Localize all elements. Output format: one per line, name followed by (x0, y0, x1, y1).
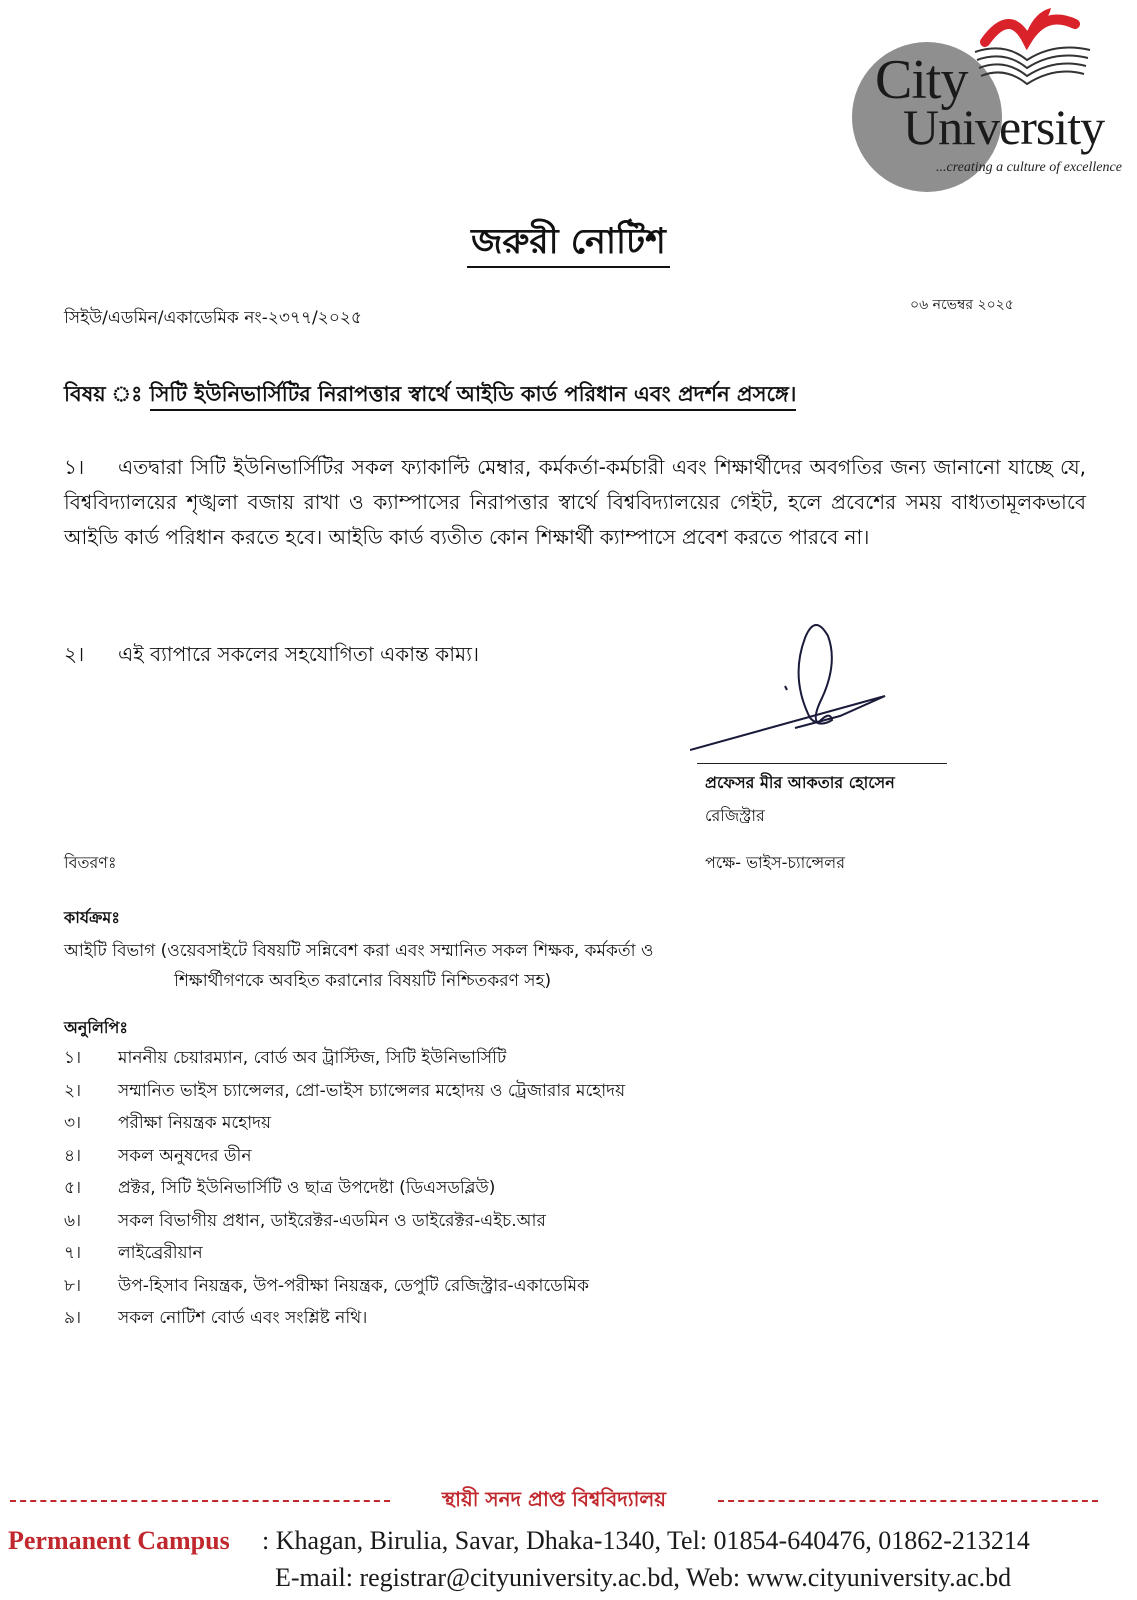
paragraph-1 (64, 450, 1086, 555)
cc-item: ৩। পরীক্ষা নিয়ন্ত্রক মহোদয় (64, 1113, 272, 1133)
logo-book-icon (965, 2, 1100, 92)
signature (690, 618, 940, 758)
cc-item: ২। সম্মানিত ভাইস চ্যান্সেলর, প্রো-ভাইস চ্যান্সেলর মহোদয় ও ট্রেজারার মহোদয় (64, 1080, 626, 1101)
cc-list (64, 1042, 625, 1335)
notice-date: ০৬ নভেম্বর ২০২৫ (910, 297, 1014, 313)
campus-label: Permanent Campus (8, 1526, 230, 1555)
footer-divider-left (10, 1500, 390, 1502)
paragraph-2-number: ২। (64, 642, 85, 666)
paragraph-2 (64, 640, 479, 673)
cc-item: ১। মাননীয় চেয়ারম্যান, বোর্ড অব ট্রাস্টিজ, সিটি ইউনিভার্সিটি (64, 1048, 507, 1068)
subject-text: সিটি ইউনিভার্সিটির নিরাপত্তার স্বার্থে আইডি কার্ড পরিধান এবং প্রদর্শন প্রসঙ্গে। (150, 382, 797, 411)
cc-item: ৬। সকল বিভাগীয় প্রধান, ডাইরেক্টর-এডমিন ও ডাইরেক্টর-এইচ.আর (64, 1210, 546, 1231)
signatory-name: প্রফেসর মীর আকতার হোসেন (705, 773, 895, 792)
logo-tagline: ...creating a culture of excellence (936, 160, 1122, 175)
subject-label: বিষয় ঃ (64, 382, 143, 406)
footer-divider-right (718, 1500, 1098, 1502)
action-label: কার্যক্রমঃ (64, 908, 120, 927)
reference-number: সিইউ/এডমিন/একাডেমিক নং-২৩৭৭/২০২৫ (64, 308, 362, 328)
distribution-label: বিতরণঃ (64, 853, 117, 872)
cc-item: ৭। লাইব্রেরীয়ান (64, 1243, 203, 1263)
campus-address: : Khagan, Birulia, Savar, Dhaka-1340, Tel: 01854-640476, 01862-213214 (262, 1526, 1030, 1555)
subject-line (64, 378, 796, 413)
paragraph-2-text: এই ব্যাপারে সকলের সহযোগিতা একান্ত কাম্য। (118, 642, 480, 666)
paragraph-1-text: এতদ্বারা সিটি ইউনিভার্সিটির সকল ফ্যাকাল্টি মেম্বার, কর্মকর্তা-কর্মচারী এবং শিক্ষার্থীদের অবগতির জন্য জানানো যাচ্ছে যে, বিশ্ববিদ্যালয়ের শৃঙ্খলা বজায় রাখা ও ক্যাম্পাসের নিরাপত্তার স্বার্থে বিশ্ববিদ্যালয়ের গেইট, হলে প্রবেশের সময় বাধ্যতামূলকভাবে আইডি কার্ড পরিধান করতে হবে। আইডি কার্ড ব্যতীত কোন শিক্ষার্থী ক্যাম্পাসে প্রবেশ করতে পারবে না। (64, 455, 1086, 549)
cc-item: ৯। সকল নোটিশ বোর্ড এবং সংশ্লিষ্ট নথি। (64, 1308, 368, 1328)
signatory-designation: রেজিস্ট্রার (705, 806, 765, 825)
paragraph-1-number: ১। (64, 455, 85, 479)
logo-text-city: City (875, 49, 968, 111)
cc-item: ৪। সকল অনুষদের ডীন (64, 1145, 252, 1166)
action-text (64, 936, 864, 996)
contact-info: E-mail: registrar@cityuniversity.ac.bd, Web: www.cityuniversity.ac.bd (275, 1563, 1012, 1592)
cc-label: অনুলিপিঃ (64, 1018, 128, 1037)
footer-banner: স্থায়ী সনদ প্রাপ্ত বিশ্ববিদ্যালয় (441, 1487, 667, 1511)
logo-text-university: University (903, 99, 1105, 155)
signature-line (697, 763, 947, 764)
cc-item: ৫। প্রক্টর, সিটি ইউনিভার্সিটি ও ছাত্র উপদেষ্টা (ডিএসডব্লিউ) (64, 1178, 496, 1198)
action-line-1: আইটি বিভাগ (ওয়েবসাইটে বিষয়টি সন্নিবেশ করা এবং সম্মানিত সকল শিক্ষক, কর্মকর্তা ও (64, 941, 654, 961)
action-line-2: শিক্ষার্থীগণকে অবহিত করানোর বিষয়টি নিশ্চিতকরণ সহ) (174, 971, 552, 991)
notice-title: জরুরী নোটিশ (0, 214, 1137, 273)
on-behalf-of: পক্ষে- ভাইস-চ্যান্সেলর (705, 853, 845, 872)
cc-item: ৮। উপ-হিসাব নিয়ন্ত্রক, উপ-পরীক্ষা নিয়ন্ত্রক, ডেপুটি রেজিস্ট্রার-একাডেমিক (64, 1275, 589, 1296)
